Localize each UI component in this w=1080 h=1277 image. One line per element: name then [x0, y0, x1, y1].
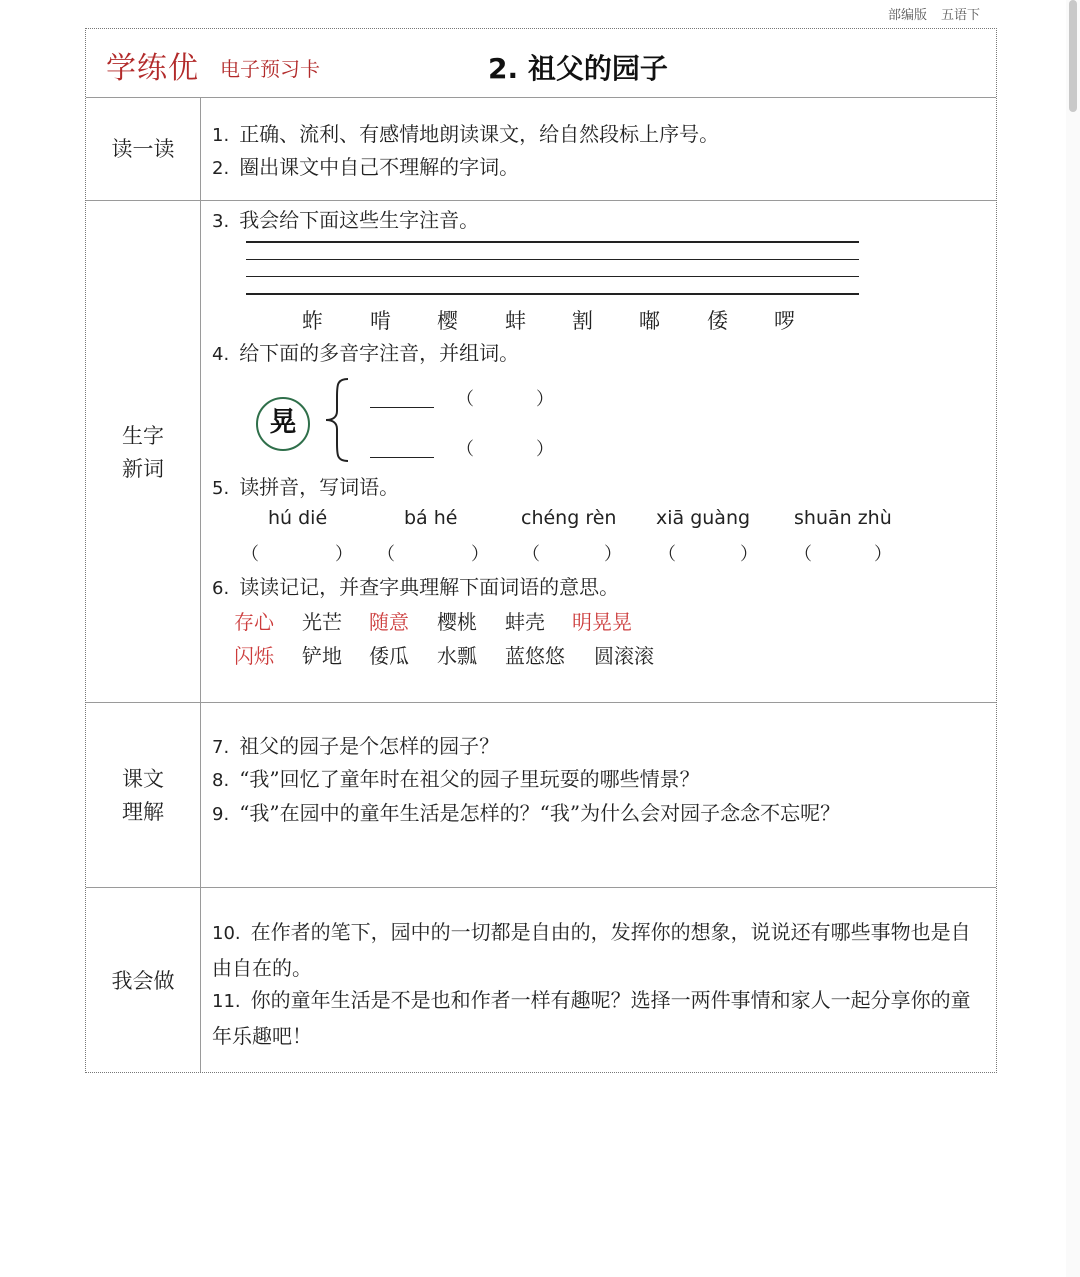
- question-number: 1.: [212, 125, 230, 146]
- question-text: “我”在园中的童年生活是怎样的？“我”为什么会对园子念念不忘呢？: [239, 801, 841, 825]
- pinyin-item: bá hé: [404, 507, 458, 529]
- new-char: 倭: [707, 309, 728, 333]
- question-number: 2.: [212, 158, 230, 179]
- question-text: 我会给下面这些生字注音。: [239, 208, 480, 232]
- section-label-practice: [86, 965, 200, 998]
- pinyin-item: hú dié: [268, 507, 328, 529]
- scrollbar-thumb[interactable]: [1069, 0, 1077, 112]
- question-text: 读读记记，并查字典理解下面词语的意思。: [239, 575, 620, 599]
- edition-text: 部编版: [888, 8, 928, 23]
- vocab-word: 水瓢: [437, 644, 477, 668]
- new-char: 嘟: [639, 309, 660, 333]
- paren-right: ）: [874, 544, 892, 565]
- question-3: [212, 207, 479, 235]
- question-number: 10.: [212, 923, 241, 944]
- question-text: 给下面的多音字注音，并组词。: [239, 341, 520, 365]
- divider: [86, 200, 996, 201]
- section-vocab-line2: 新词: [122, 457, 164, 481]
- section-vocab-line1: 生字: [122, 424, 164, 448]
- new-char: 蚱: [302, 309, 323, 333]
- question-6: [212, 574, 619, 602]
- question-number: 8.: [212, 770, 230, 791]
- column-divider: [200, 97, 201, 1072]
- polyphone-char-circle: [256, 397, 310, 451]
- question-number: 5.: [212, 478, 230, 499]
- question-text: 祖父的园子是个怎样的园子？: [239, 734, 500, 758]
- polyphone-char: 晃: [269, 407, 297, 438]
- question-10: [212, 915, 987, 985]
- pinyin-guide-line: [246, 259, 859, 260]
- section-label-understand: [86, 763, 200, 829]
- vocab-word: 随意: [369, 610, 409, 634]
- divider: [86, 702, 996, 703]
- lesson-title: 2. 祖父的园子: [488, 52, 668, 85]
- pinyin-item: chéng rèn: [521, 507, 617, 529]
- section-practice-text: 我会做: [111, 969, 175, 993]
- question-4: [212, 340, 519, 368]
- question-11: [212, 983, 987, 1053]
- vocab-word: 铲地: [302, 644, 342, 668]
- vocab-word: 光芒: [302, 610, 342, 634]
- paren-left: （: [658, 544, 676, 565]
- question-number: 9.: [212, 804, 230, 825]
- section-understand-line2: 理解: [122, 800, 164, 824]
- question-9: [212, 800, 840, 828]
- pinyin-guide-line: [246, 293, 859, 295]
- brand-subtitle: 电子预习卡: [220, 57, 320, 81]
- pinyin-guide-line: [246, 241, 859, 243]
- section-label-read: [86, 133, 200, 166]
- question-number: 4.: [212, 344, 230, 365]
- vocab-word: 蓝悠悠: [505, 644, 565, 668]
- pinyin-guide-line: [246, 276, 859, 277]
- paren-left: （: [522, 544, 540, 565]
- brace-icon: [324, 377, 350, 463]
- question-1: [212, 121, 719, 149]
- question-number: 6.: [212, 578, 230, 599]
- section-read-text: 读一读: [111, 137, 175, 161]
- paren-right: ）: [604, 544, 622, 565]
- divider: [86, 887, 996, 888]
- paren-right: ）: [536, 439, 554, 460]
- answer-blank[interactable]: [370, 407, 434, 408]
- paren-right: ）: [536, 389, 554, 410]
- preview-card: [85, 28, 997, 1073]
- question-7: [212, 733, 499, 761]
- question-text: 读拼音，写词语。: [239, 475, 400, 499]
- divider: [86, 97, 996, 98]
- paren-right: ）: [335, 544, 353, 565]
- scrollbar[interactable]: [1066, 0, 1080, 1277]
- vocab-word: 蚌壳: [505, 610, 545, 634]
- vocab-word: 闪烁: [234, 644, 274, 668]
- question-text: “我”回忆了童年时在祖父的园子里玩耍的哪些情景？: [239, 767, 700, 791]
- paren-left: （: [456, 389, 474, 410]
- question-text: 圈出课文中自己不理解的字词。: [239, 155, 520, 179]
- pinyin-item: shuān zhù: [794, 507, 892, 529]
- new-char: 割: [572, 309, 593, 333]
- vocab-word: 明晃晃: [572, 610, 632, 634]
- new-char: 啃: [370, 309, 391, 333]
- answer-blank[interactable]: [370, 457, 434, 458]
- question-number: 7.: [212, 737, 230, 758]
- new-char: 啰: [774, 309, 795, 333]
- vocab-word: 圆滚滚: [594, 644, 654, 668]
- paren-left: （: [456, 439, 474, 460]
- grade-text: 五语下: [941, 8, 981, 23]
- question-text: 正确、流利、有感情地朗读课文，给自然段标上序号。: [239, 122, 720, 146]
- vocab-word: 存心: [234, 610, 274, 634]
- pinyin-item: xiā guàng: [656, 507, 751, 529]
- paren-right: ）: [740, 544, 758, 565]
- paren-left: （: [241, 544, 259, 565]
- question-5: [212, 474, 399, 502]
- question-text: 你的童年生活是不是也和作者一样有趣呢？选择一两件事情和家人一起分享你的童年乐趣吧！: [212, 988, 971, 1048]
- paren-left: （: [794, 544, 812, 565]
- new-char: 蚌: [505, 309, 526, 333]
- question-number: 3.: [212, 211, 230, 232]
- section-understand-line1: 课文: [122, 767, 164, 791]
- question-8: [212, 766, 700, 794]
- brand-logo-text: 学练优: [106, 51, 199, 86]
- new-char: 樱: [437, 309, 458, 333]
- vocab-word: 樱桃: [437, 610, 477, 634]
- edition-label: [888, 4, 980, 23]
- paren-right: ）: [471, 544, 489, 565]
- question-text: 在作者的笔下，园中的一切都是自由的，发挥你的想象，说说还有哪些事物也是自由自在的。: [212, 920, 971, 980]
- question-number: 11.: [212, 991, 241, 1012]
- section-label-vocab: [86, 420, 200, 486]
- vocab-word: 倭瓜: [369, 644, 409, 668]
- paren-left: （: [377, 544, 395, 565]
- question-2: [212, 154, 519, 182]
